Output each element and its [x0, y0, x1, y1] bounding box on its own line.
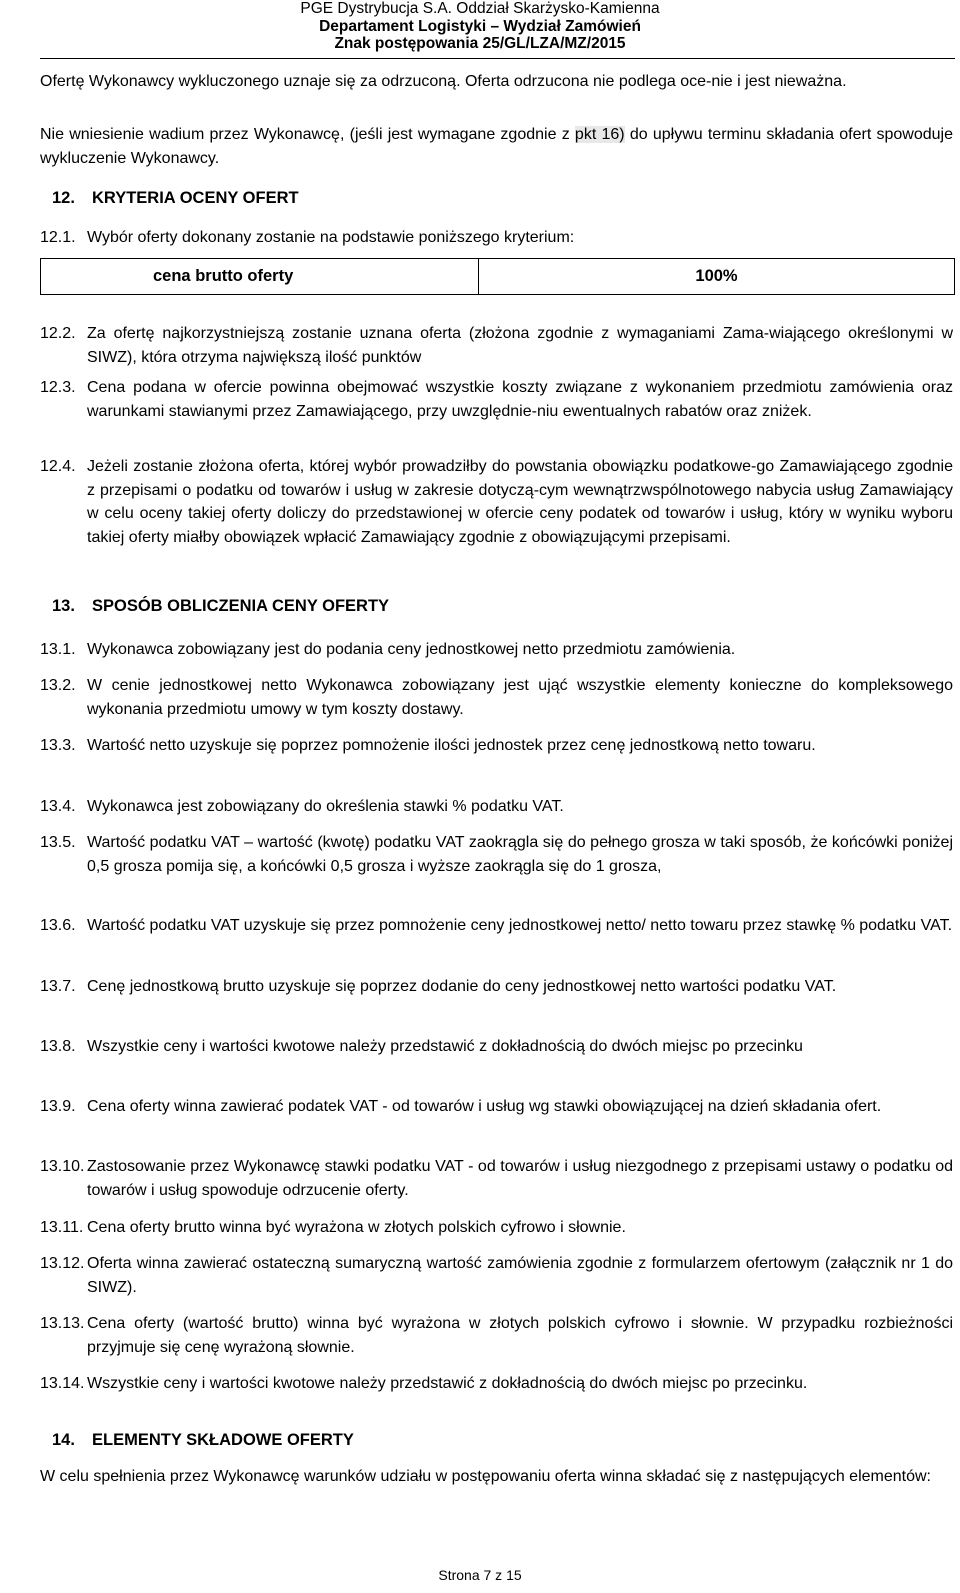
- criterion-name: cena brutto oferty: [41, 259, 479, 294]
- item-text: Oferta winna zawierać ostateczną sumaryczną wartość zamówienia zgodnie z formularzem ofertowym (załącznik nr 1 do SIWZ).: [87, 1255, 953, 1296]
- list-item: [40, 975, 953, 999]
- item-text: Cena oferty (wartość brutto) winna być wyrażona w złotych polskich cyfrowo i słownie. W przypadku rozbieżności przyjmuje się cenę wyrażoną słownie.: [87, 1315, 953, 1356]
- section-14-title: ELEMENTY SKŁADOWE OFERTY: [92, 1431, 354, 1449]
- item-text: Jeżeli zostanie złożona oferta, której wybór prowadziłby do powstania obowiązku podatkowe-go Zamawiającego zgodnie z przepisami o podatku od towarów i usług w zakresie dotyczą-cym wewnątrzwspólnotowego nabycia usług Zamawiający w celu oceny takiej oferty doliczy do przedstawionej w ofercie ceny podatek od towarów i usług, który w wyniku wyboru takiej oferty miałby obowiązek wpłacić Zamawiający zgodnie z obowiązującymi przepisami.: [87, 458, 953, 546]
- item-number: 13.12.: [40, 1255, 85, 1272]
- section-12-heading: [52, 189, 299, 208]
- intro-text-a: Nie wniesienie wadium przez Wykonawcę, (jeśli jest wymagane zgodnie z: [40, 126, 575, 143]
- header-case-number: Znak postępowania 25/GL/LZA/MZ/2015: [334, 35, 626, 52]
- item-number: 12.4.: [40, 458, 76, 475]
- list-item: [40, 1095, 953, 1119]
- list-item: [40, 734, 953, 758]
- item-number: 13.9.: [40, 1098, 76, 1115]
- intro-text-b: do upływu terminu składania ofert spowoduje wykluczenie Wykonawcy.: [40, 126, 953, 167]
- header-divider: [40, 58, 955, 59]
- item-number: 13.14.: [40, 1375, 85, 1392]
- item-text: Zastosowanie przez Wykonawcę stawki podatku VAT - od towarów i usług niezgodnego z przepisami ustawy o podatku od towarów i usług spowoduje odrzucenie oferty.: [87, 1158, 953, 1199]
- section-12-title: KRYTERIA OCENY OFERT: [92, 189, 299, 207]
- section-14-number: 14.: [52, 1431, 75, 1449]
- list-item: [40, 1312, 953, 1359]
- list-item: [40, 1372, 953, 1396]
- item-number: 13.5.: [40, 834, 76, 851]
- item-text: Wartość podatku VAT – wartość (kwotę) podatku VAT zaokrągla się do pełnego grosza w taki sposób, że końcówki poniżej 0,5 grosza pomija się, a końcówki 0,5 grosza i wyższe zaokrągla się do 1 grosza,: [87, 834, 953, 875]
- section-12-number: 12.: [52, 189, 75, 207]
- item-text: Wykonawca zobowiązany jest do podania ceny jednostkowej netto przedmiotu zamówienia.: [87, 641, 736, 658]
- item-text: Wartość podatku VAT uzyskuje się przez pomnożenie ceny jednostkowej netto/ netto towaru przez stawkę % podatku VAT.: [87, 917, 953, 934]
- list-item: [40, 1035, 953, 1059]
- list-item: [40, 831, 953, 878]
- item-text: Wybór oferty dokonany zostanie na podstawie poniższego kryterium:: [87, 229, 575, 246]
- item-number: 13.1.: [40, 641, 76, 658]
- list-item: [40, 1155, 953, 1202]
- item-text: W cenie jednostkowej netto Wykonawca zobowiązany jest ująć wszystkie elementy konieczne do kompleksowego wykonania przedmiotu umowy w tym koszty dostawy.: [87, 677, 953, 718]
- list-item: [40, 674, 953, 721]
- header-department: Departament Logistyki – Wydział Zamówień: [319, 17, 641, 35]
- item-number: 13.13.: [40, 1315, 85, 1332]
- intro-paragraph-2: [40, 123, 953, 170]
- list-item: [40, 226, 953, 250]
- section-reference-link[interactable]: pkt 16): [574, 126, 625, 143]
- section-13-number: 13.: [52, 597, 75, 615]
- item-text: Wszystkie ceny i wartości kwotowe należy przedstawić z dokładnością do dwóch miejsc po przecinku: [87, 1038, 803, 1055]
- item-number: 13.11.: [40, 1219, 84, 1236]
- section-14-paragraph: W celu spełnienia przez Wykonawcę warunków udziału w postępowaniu oferta winna składać się z następujących elementów:: [40, 1468, 931, 1485]
- criterion-weight: 100%: [695, 267, 738, 285]
- item-number: 13.10.: [40, 1158, 85, 1175]
- list-item: [40, 1216, 953, 1240]
- section-13-heading: [52, 597, 389, 616]
- item-number: 12.2.: [40, 325, 76, 342]
- item-text: Cena podana w ofercie powinna obejmować wszystkie koszty związane z wykonaniem przedmiotu zamówienia oraz warunkami stawianymi przez Zamawiającego, przy uwzględnie-niu ewentualnych rabatów oraz zniżek.: [87, 379, 953, 420]
- item-number: 13.8.: [40, 1038, 76, 1055]
- list-item: [40, 455, 953, 549]
- list-item: [40, 914, 953, 938]
- item-text: Cena oferty brutto winna być wyrażona w złotych polskich cyfrowo i słownie.: [87, 1219, 626, 1236]
- list-item: [40, 795, 953, 819]
- item-text: Cena oferty winna zawierać podatek VAT - od towarów i usług wg stawki obowiązującej na dzień składania ofert.: [87, 1098, 882, 1115]
- intro-paragraph-1: Ofertę Wykonawcy wykluczonego uznaje się za odrzuconą. Oferta odrzucona nie podlega oce-nie i jest nieważna.: [40, 73, 847, 90]
- item-text: Wykonawca jest zobowiązany do określenia stawki % podatku VAT.: [87, 798, 564, 815]
- list-item: [40, 1252, 953, 1299]
- page-header: [0, 0, 960, 53]
- section-13-title: SPOSÓB OBLICZENIA CENY OFERTY: [92, 597, 390, 615]
- item-text: Wartość netto uzyskuje się poprzez pomnożenie ilości jednostek przez cenę jednostkową netto towaru.: [87, 737, 816, 754]
- item-text: Za ofertę najkorzystniejszą zostanie uznana oferta (złożona zgodnie z wymaganiami Zama-wiającego określonymi w SIWZ), która otrzyma największą ilość punktów: [87, 325, 953, 366]
- item-number: 13.7.: [40, 978, 76, 995]
- page-number: Strona 7 z 15: [438, 1567, 522, 1583]
- header-company: PGE Dystrybucja S.A. Oddział Skarżysko-Kamienna: [300, 0, 660, 17]
- list-item: [40, 322, 953, 369]
- item-number: 13.4.: [40, 798, 76, 815]
- item-number: 13.2.: [40, 677, 76, 694]
- list-item: [40, 638, 953, 662]
- criteria-table: [40, 258, 955, 295]
- item-number: 12.3.: [40, 379, 76, 396]
- item-number: 13.6.: [40, 917, 76, 934]
- item-number: 12.1.: [40, 229, 76, 246]
- list-item: [40, 376, 953, 423]
- item-text: Cenę jednostkową brutto uzyskuje się poprzez dodanie do ceny jednostkowej netto wartości podatku VAT.: [87, 978, 837, 995]
- section-14-heading: [52, 1431, 354, 1450]
- item-number: 13.3.: [40, 737, 76, 754]
- item-text: Wszystkie ceny i wartości kwotowe należy przedstawić z dokładnością do dwóch miejsc po przecinku.: [87, 1375, 808, 1392]
